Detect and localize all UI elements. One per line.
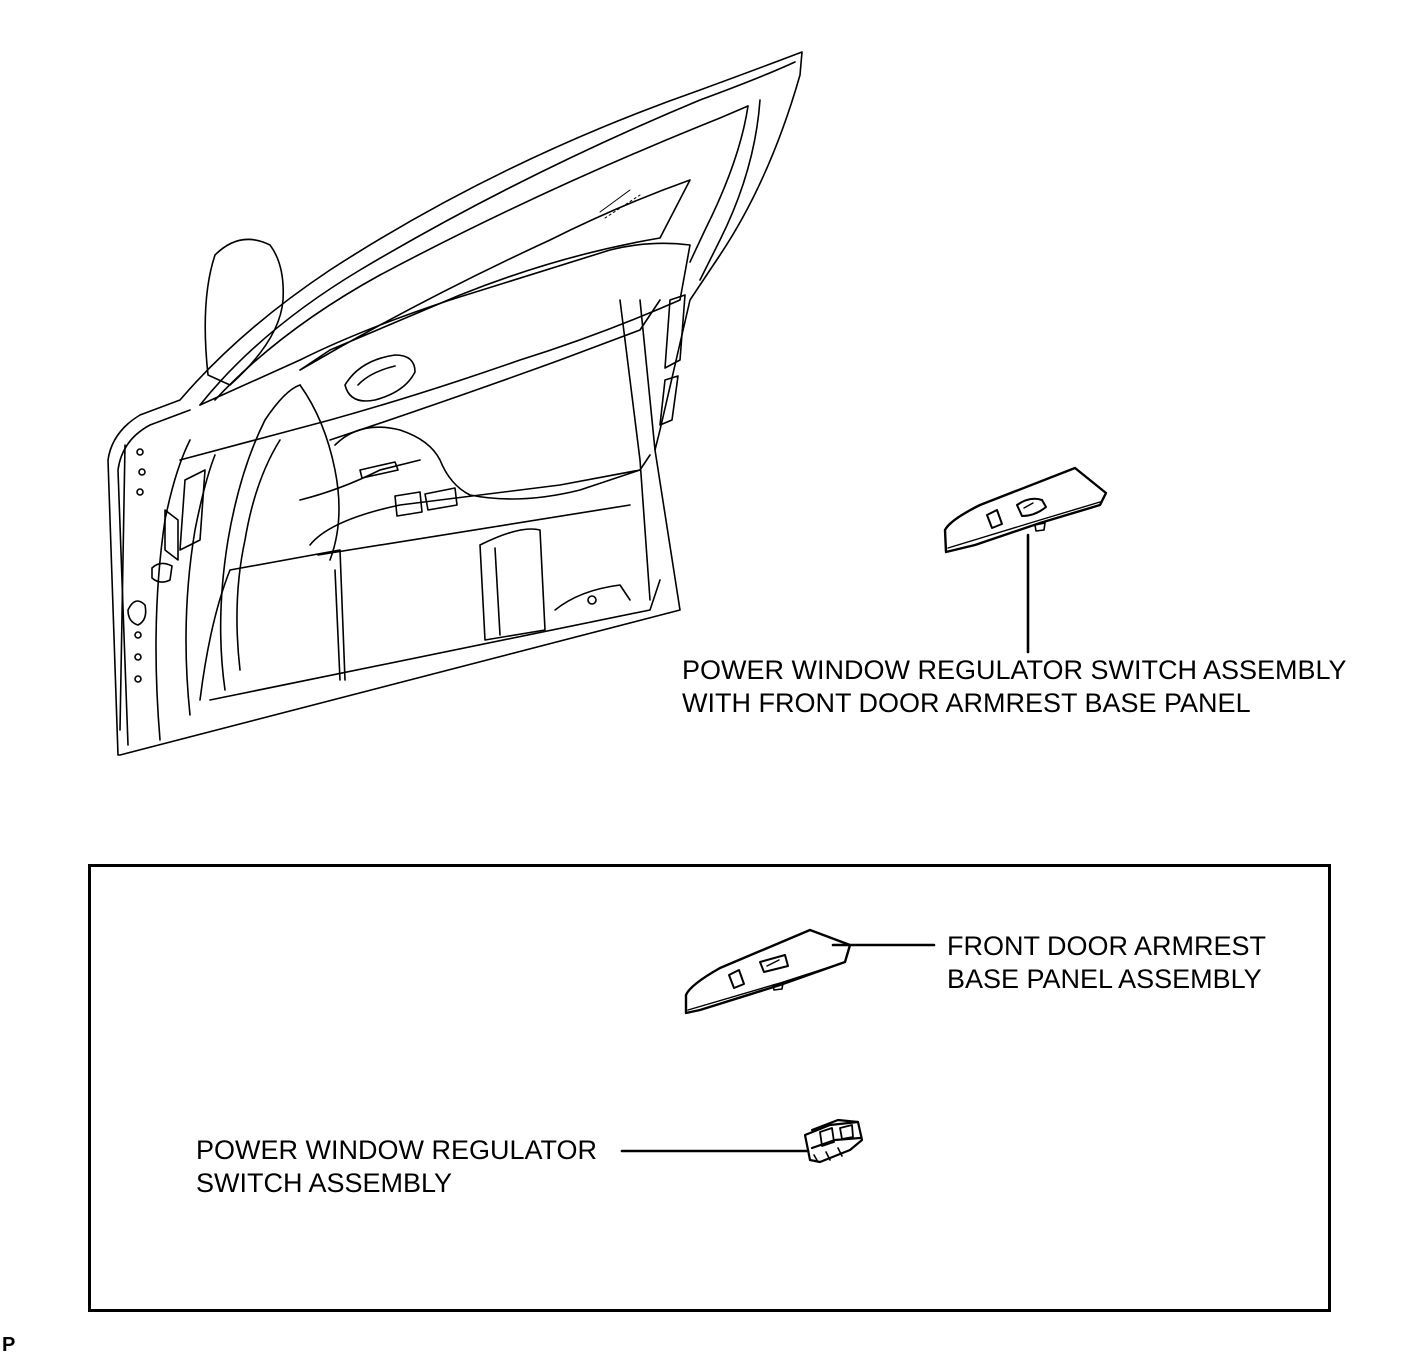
label-line: WITH FRONT DOOR ARMREST BASE PANEL	[682, 688, 1251, 718]
door-panel-drawing	[108, 52, 802, 755]
label-line: SWITCH ASSEMBLY	[196, 1168, 453, 1198]
label-line: POWER WINDOW REGULATOR SWITCH ASSEMBLY	[682, 655, 1347, 685]
label-line: FRONT DOOR ARMREST	[947, 931, 1267, 961]
label-line: POWER WINDOW REGULATOR	[196, 1135, 598, 1165]
corner-mark: P	[2, 1334, 16, 1356]
label-line: BASE PANEL ASSEMBLY	[947, 964, 1262, 994]
armrest-switch-assembly-drawing	[945, 468, 1106, 552]
label-regulator-switch	[196, 1134, 597, 1200]
label-switch-with-armrest	[682, 654, 1347, 720]
label-armrest-base-panel	[947, 930, 1266, 996]
